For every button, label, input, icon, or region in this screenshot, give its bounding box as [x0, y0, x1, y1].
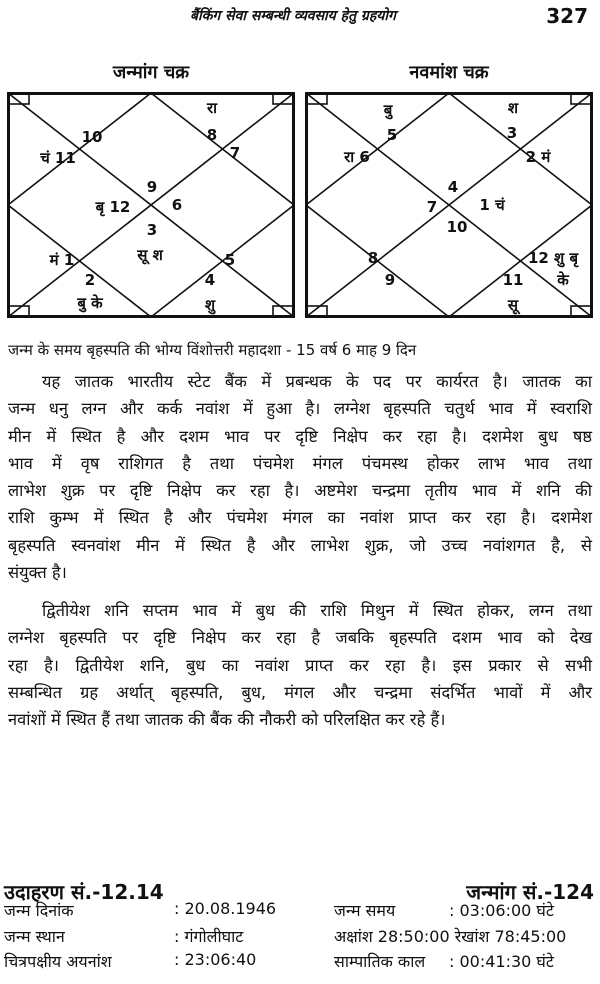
house-label: 10	[446, 218, 468, 236]
text-line: राशि कुम्भ में स्थित है और पंचमेश मंगल का नवांश प्राप्त कर रहा है। दशमेश	[8, 508, 592, 528]
navamsha-chart	[305, 92, 593, 318]
page-number: 327	[546, 4, 588, 28]
text-line: यह जातक भारतीय स्टेट बैंक में प्रबन्धक के पद पर कार्यरत है। जातक का	[42, 372, 592, 391]
page-header	[0, 4, 600, 28]
house-label: सू श	[137, 246, 163, 264]
house-label: 9	[146, 178, 158, 196]
house-label: 5	[386, 126, 398, 144]
text-line: मीन में स्थित है और दशम भाव पर दृष्टि निक्षेप कर रहा है। दशमेश बुध षष्ठ	[8, 426, 592, 446]
house-label: 2 मं	[525, 148, 551, 166]
paragraph-1	[8, 368, 592, 586]
text-line: बृहस्पति स्वनवांश मीन में स्थित है और लाभेश शुक्र, जो उच्च नवांशगत है, से	[8, 535, 592, 555]
navamsha-chart-title: नवमांश चक्र	[409, 62, 489, 83]
house-label: 7	[426, 198, 438, 216]
house-label: बु	[383, 101, 393, 119]
janmang-chart	[7, 92, 295, 318]
janmang-chart-title: जन्मांग चक्र	[112, 62, 190, 83]
detail-label: अक्षांश 28:50:00 रेखांश 78:45:00	[334, 927, 567, 946]
house-label: 11	[502, 271, 524, 289]
text-line: नवांशों में स्थित हैं तथा जातक की बैंक की नौकरी को परिलक्षित कर रहे हैं।	[8, 710, 446, 730]
house-label: 9	[384, 271, 396, 289]
house-label: 4	[447, 178, 459, 196]
detail-value: : 23:06:40	[174, 950, 257, 969]
house-label: चं 11	[40, 149, 76, 167]
house-label: 2	[84, 271, 96, 289]
running-title: बैंकिंग सेवा सम्बन्धी व्यवसाय हेतु ग्रहयोग	[190, 8, 396, 24]
house-label: 1 चं	[479, 196, 505, 214]
house-label: 7	[229, 144, 241, 162]
text-line: लाभेश शुक्र पर दृष्टि निक्षेप कर रहा है। अष्टमेश चन्द्रमा तृतीय भाव में शनि की	[8, 481, 592, 501]
detail-value: : 20.08.1946	[174, 899, 277, 918]
house-label: शु	[204, 296, 216, 314]
text-line: जन्म धनु लग्न और कर्क नवांश में हुआ है। लग्नेश बृहस्पति चतुर्थ भाव में स्वराशि	[8, 399, 592, 419]
detail-label: जन्म स्थान	[4, 927, 65, 946]
house-label: मं 1	[49, 251, 75, 269]
chart-grid	[306, 93, 592, 317]
dasha-caption: जन्म के समय बृहस्पति की भोग्य विंशोत्तरी महादशा - 15 वर्ष 6 माह 9 दिन	[8, 341, 417, 359]
house-label: 8	[206, 126, 218, 144]
detail-label: चित्रपक्षीय अयनांश	[4, 952, 112, 971]
detail-row	[4, 899, 596, 925]
chart-grid	[8, 93, 294, 317]
detail-value: : गंगोलीघाट	[174, 927, 244, 946]
house-label: रा 6	[344, 148, 370, 166]
detail-label: जन्म दिनांक	[4, 901, 74, 920]
house-label: 3	[506, 124, 518, 142]
text-line: संयुक्त है।	[8, 563, 67, 583]
detail-value: : 03:06:00 घंटे	[449, 901, 554, 920]
house-label: के	[557, 271, 569, 289]
text-line: द्वितीयेश शनि सप्तम भाव में बुध की राशि मिथुन में स्थित होकर, लग्न तथा	[42, 601, 592, 620]
horoscope-number: जन्मांग सं.-124	[466, 880, 594, 904]
paragraph-2	[8, 597, 592, 733]
house-label: बृ 12	[95, 198, 131, 216]
house-label: 5	[224, 251, 236, 269]
detail-label: जन्म समय	[334, 901, 396, 920]
text-line: सम्बन्धित ग्रह अर्थात् बृहस्पति, बुध, मंगल और चन्द्रमा संदर्भित भावों में और	[8, 682, 592, 702]
text-line: लग्नेश बृहस्पति पर दृष्टि निक्षेप कर रहा है जबकि बृहस्पति दशम भाव को देख	[8, 628, 592, 648]
house-label: 4	[204, 271, 216, 289]
house-label: सू	[507, 296, 519, 314]
house-label: श	[507, 99, 519, 117]
house-label: 6	[171, 196, 183, 214]
house-label: 12 शु बृ	[527, 249, 579, 267]
house-label: बु के	[77, 294, 103, 312]
house-label: 10	[81, 128, 103, 146]
house-label: 3	[146, 221, 158, 239]
house-label: 8	[367, 249, 379, 267]
detail-row	[4, 950, 596, 976]
detail-value: : 00:41:30 घंटे	[449, 952, 554, 971]
detail-row	[4, 925, 596, 951]
detail-label: साम्पातिक काल	[334, 952, 426, 971]
example-number: उदाहरण सं.-12.14	[4, 880, 164, 904]
text-line: रहा है। द्वितीयेश शनि, बुध का नवांश प्राप्त कर रहा है। इस प्रकार से सभी	[8, 655, 592, 675]
house-label: रा	[206, 99, 218, 117]
text-line: भाव में वृष राशिगत है तथा पंचमेश मंगल पंचमस्थ होकर लाभ भाव तथा	[8, 453, 592, 473]
